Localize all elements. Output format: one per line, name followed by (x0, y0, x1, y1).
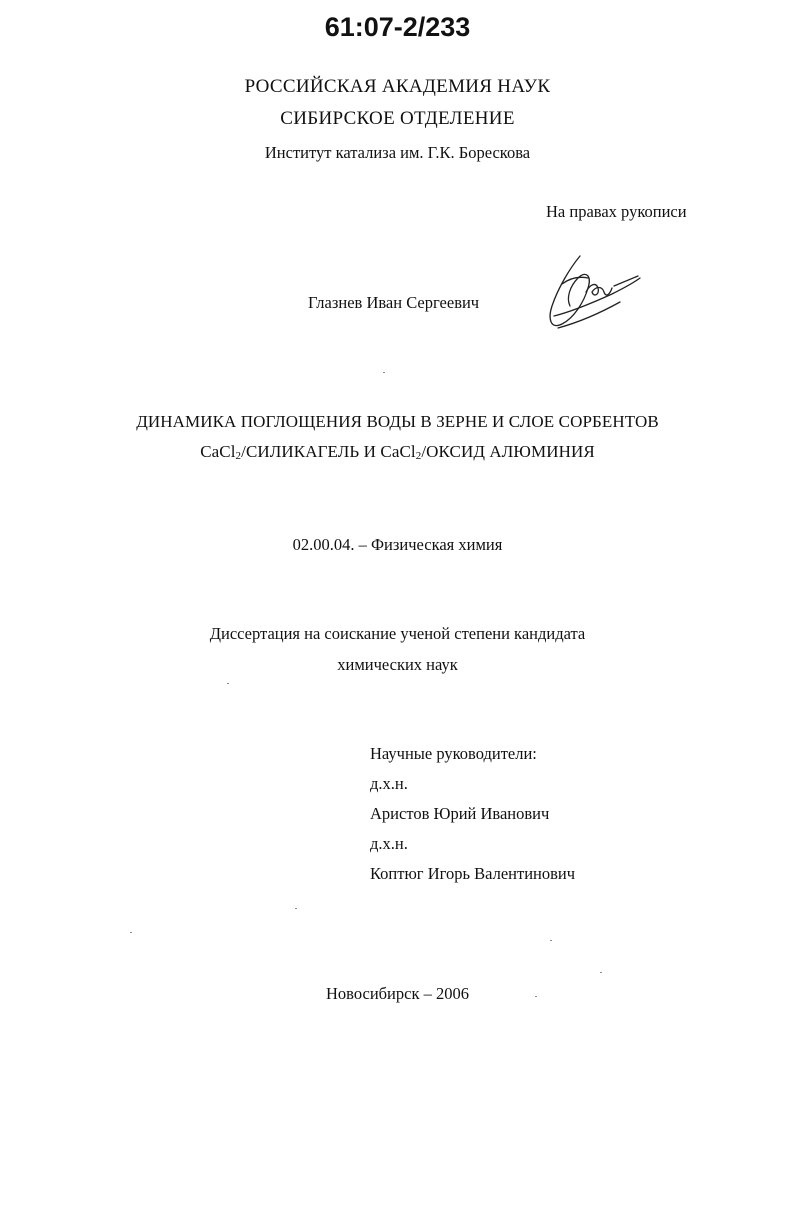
title-line2-part3: /ОКСИД АЛЮМИНИЯ (421, 442, 595, 461)
signature-image (540, 248, 650, 338)
title-line1: ДИНАМИКА ПОГЛОЩЕНИЯ ВОДЫ В ЗЕРНЕ И СЛОЕ СОРБЕНТОВ (136, 412, 659, 431)
organization-line1: РОССИЙСКАЯ АКАДЕМИЯ НАУК (244, 76, 551, 97)
title-line2-sub1: 2 (235, 450, 242, 462)
scan-speck (600, 972, 602, 973)
title-line2-sub2: 2 (415, 450, 422, 462)
scan-speck (550, 940, 552, 941)
title-line2-part1: CaCl (200, 442, 236, 461)
specialty-code: 02.00.04. – Физическая химия (292, 535, 503, 554)
institute-name: Институт катализа им. Г.К. Борескова (264, 143, 531, 162)
scan-speck (383, 372, 385, 373)
dissertation-line2: химических наук (337, 655, 458, 674)
supervisor2-degree: д.х.н. (370, 834, 408, 853)
supervisor1-degree: д.х.н. (370, 774, 408, 793)
organization-line2: СИБИРСКОЕ ОТДЕЛЕНИЕ (280, 108, 515, 129)
scan-speck (130, 932, 132, 933)
city-year: Новосибирск – 2006 (326, 984, 469, 1003)
author-name: Глазнев Иван Сергеевич (308, 293, 480, 312)
supervisors-heading: Научные руководители: (370, 744, 537, 763)
scan-speck (535, 996, 537, 997)
archive-code: 61:07-2/233 (324, 12, 471, 42)
dissertation-line1: Диссертация на соискание ученой степени кандидата (209, 624, 586, 643)
manuscript-note: На правах рукописи (546, 202, 687, 221)
scan-speck (295, 908, 297, 909)
title-line2 (0, 442, 795, 462)
title-line2-part2: /СИЛИКАГЕЛЬ И CaCl (241, 442, 416, 461)
scan-speck (227, 683, 229, 684)
supervisor1-name: Аристов Юрий Иванович (370, 804, 550, 823)
supervisor2-name: Коптюг Игорь Валентинович (370, 864, 576, 883)
